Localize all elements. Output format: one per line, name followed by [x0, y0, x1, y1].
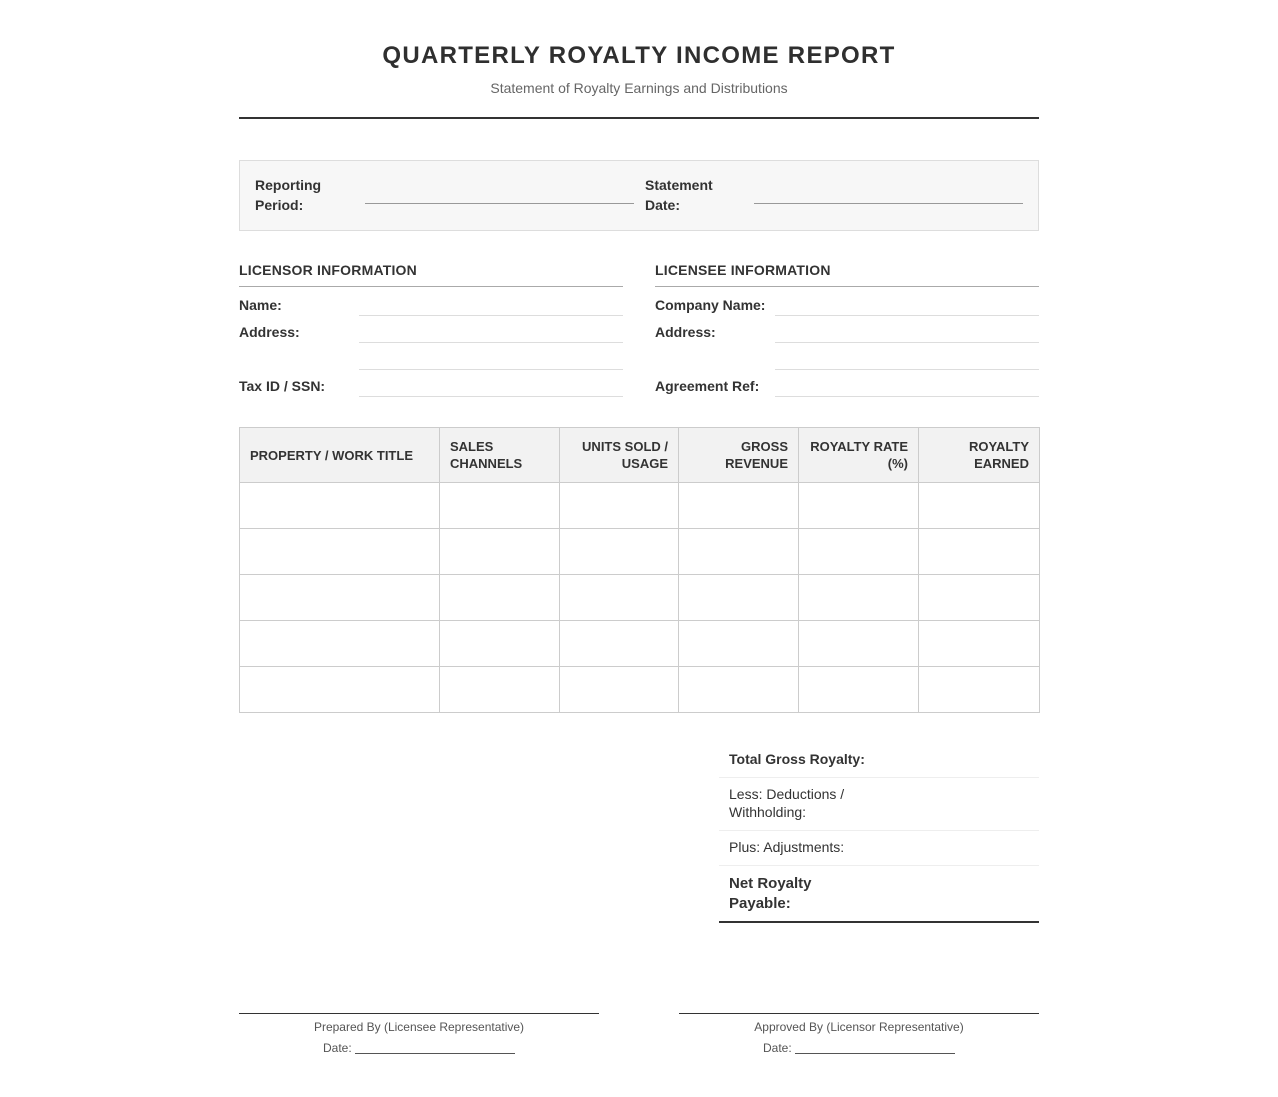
table-cell[interactable] — [240, 529, 440, 575]
table-row — [240, 667, 1040, 713]
table-header-row — [240, 428, 1040, 483]
approved-date-label: Date: — [763, 1041, 792, 1055]
prepared-by-caption: Prepared By (Licensee Representative) — [313, 1020, 525, 1034]
table-cell[interactable] — [440, 483, 560, 529]
approved-by-signature-line[interactable] — [679, 1013, 1039, 1014]
licensor-name-field[interactable] — [359, 315, 623, 316]
table-cell[interactable] — [240, 621, 440, 667]
licensor-tax-label: Tax ID / SSN: — [239, 378, 326, 394]
table-cell[interactable] — [440, 529, 560, 575]
table-cell[interactable] — [440, 621, 560, 667]
summary-row-total-gross — [719, 741, 1039, 778]
table-row — [240, 575, 1040, 621]
licensee-company-field[interactable] — [775, 315, 1039, 316]
table-cell[interactable] — [560, 529, 679, 575]
reporting-period-box — [239, 160, 1039, 231]
licensor-heading: LICENSOR INFORMATION — [239, 262, 417, 278]
licensee-agreement-field[interactable] — [775, 396, 1039, 397]
table-cell[interactable] — [679, 575, 799, 621]
table-cell[interactable] — [919, 667, 1040, 713]
table-cell[interactable] — [679, 529, 799, 575]
table-row — [240, 621, 1040, 667]
col-header-gross-revenue: GROSS REVENUE — [679, 428, 799, 483]
report-subtitle: Statement of Royalty Earnings and Distributions — [490, 80, 788, 96]
licensor-name-label: Name: — [239, 297, 282, 313]
deductions-label: Less: Deductions / Withholding: — [729, 786, 845, 820]
prepared-by-signature-line[interactable] — [239, 1013, 599, 1014]
table-cell[interactable] — [679, 667, 799, 713]
table-cell[interactable] — [240, 483, 440, 529]
col-header-property: PROPERTY / WORK TITLE — [240, 428, 440, 483]
report-title: QUARTERLY ROYALTY INCOME REPORT — [382, 42, 896, 69]
statement-date-label: Statement Date: — [645, 177, 713, 213]
table-cell[interactable] — [440, 667, 560, 713]
table-cell[interactable] — [799, 575, 919, 621]
summary-row-deductions — [719, 777, 1039, 831]
licensor-address-field-2[interactable] — [359, 369, 623, 370]
title-divider — [239, 117, 1039, 119]
summary-row-adjustments — [719, 830, 1039, 866]
table-cell[interactable] — [799, 483, 919, 529]
licensee-divider — [655, 286, 1039, 287]
licensor-tax-field[interactable] — [359, 396, 623, 397]
table-cell[interactable] — [679, 621, 799, 667]
reporting-period-field[interactable] — [365, 203, 634, 204]
licensee-address-field-1[interactable] — [775, 342, 1039, 343]
table-cell[interactable] — [679, 483, 799, 529]
total-gross-label: Total Gross Royalty: — [729, 751, 865, 767]
approved-date-field[interactable] — [795, 1053, 955, 1054]
col-header-royalty-rate: ROYALTY RATE (%) — [799, 428, 919, 483]
licensee-address-label: Address: — [655, 324, 716, 340]
table-cell[interactable] — [799, 621, 919, 667]
licensee-agreement-label: Agreement Ref: — [655, 378, 760, 394]
licensee-company-label: Company Name: — [655, 297, 766, 313]
col-header-sales-channels: SALES CHANNELS — [440, 428, 560, 483]
table-cell[interactable] — [919, 483, 1040, 529]
table-cell[interactable] — [440, 575, 560, 621]
net-payable-label: Net Royalty Payable: — [729, 875, 812, 912]
net-total-rule — [719, 921, 1039, 923]
approved-by-caption: Approved By (Licensor Representative) — [754, 1020, 964, 1034]
table-cell[interactable] — [919, 621, 1040, 667]
table-cell[interactable] — [560, 621, 679, 667]
table-row — [240, 529, 1040, 575]
prepared-date-label: Date: — [323, 1041, 352, 1055]
licensee-address-field-2[interactable] — [775, 369, 1039, 370]
table-cell[interactable] — [799, 529, 919, 575]
table-cell[interactable] — [240, 575, 440, 621]
table-cell[interactable] — [240, 667, 440, 713]
statement-date-field[interactable] — [754, 203, 1023, 204]
adjustments-label: Plus: Adjustments: — [729, 839, 845, 855]
summary-row-net — [719, 865, 1039, 921]
royalty-table — [239, 427, 1040, 713]
prepared-date-field[interactable] — [355, 1053, 515, 1054]
table-cell[interactable] — [560, 483, 679, 529]
licensor-address-field-1[interactable] — [359, 342, 623, 343]
table-cell[interactable] — [560, 575, 679, 621]
table-row — [240, 483, 1040, 529]
table-cell[interactable] — [919, 529, 1040, 575]
licensee-heading: LICENSEE INFORMATION — [655, 262, 831, 278]
licensor-address-label: Address: — [239, 324, 300, 340]
col-header-royalty-earned: ROYALTY EARNED — [919, 428, 1040, 483]
table-cell[interactable] — [560, 667, 679, 713]
reporting-period-label: Reporting Period: — [255, 177, 322, 213]
col-header-units: UNITS SOLD / USAGE — [560, 428, 679, 483]
licensor-divider — [239, 286, 623, 287]
table-cell[interactable] — [919, 575, 1040, 621]
table-cell[interactable] — [799, 667, 919, 713]
